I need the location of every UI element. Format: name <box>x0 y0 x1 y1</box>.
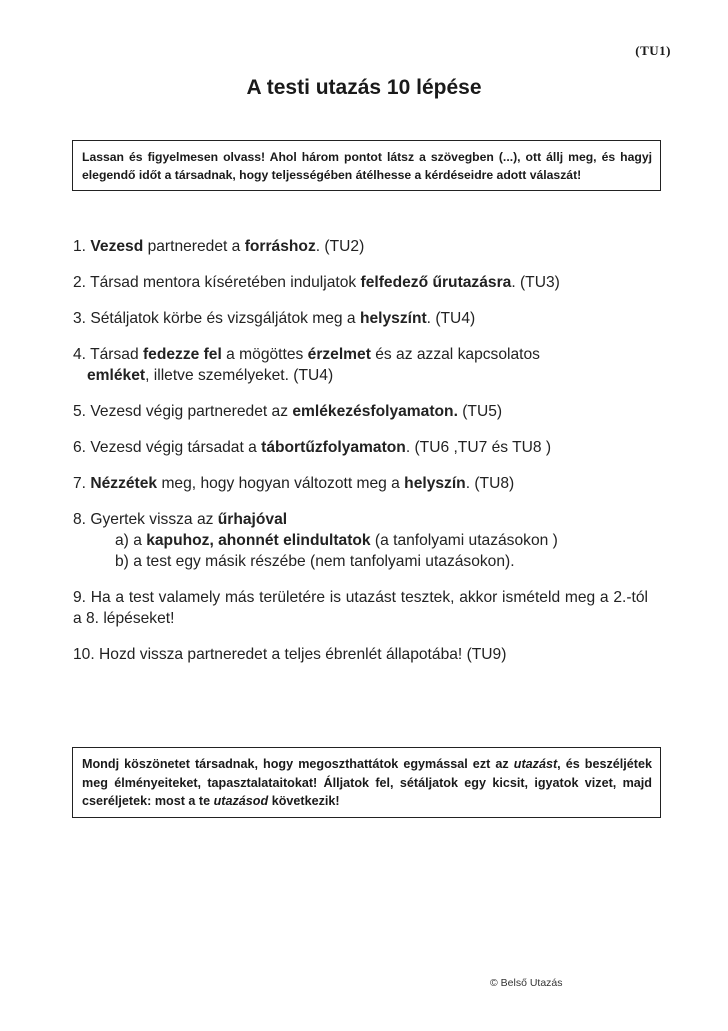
closing-notice-box <box>72 747 661 818</box>
closing-emphasis: utazásod <box>213 794 269 808</box>
step-1 <box>73 236 648 257</box>
step-text: Sétáljatok körbe és vizsgáljátok meg a <box>90 310 360 327</box>
step-text: a mögöttes <box>221 346 308 363</box>
closing-text: , és beszéljétek meg élményeiteket, tapasztalataitokat! Álljatok fel, sétáljatok egy kicsit, igyatok vizet, majd cseréljetek: most a te <box>82 757 652 808</box>
step-10 <box>73 644 648 665</box>
step-text: Társad mentora kíséretében induljatok <box>90 274 361 291</box>
step-8-option-a <box>73 530 648 551</box>
closing-text: következik! <box>268 794 340 808</box>
step-8-option-b: b) a test egy másik részébe (nem tanfolyami utazásokon). <box>115 553 515 570</box>
page-title: A testi utazás 10 lépése <box>246 76 482 99</box>
step-2 <box>73 272 648 293</box>
step-text: Vezesd végig társadat a <box>90 439 262 456</box>
step-5 <box>73 401 648 422</box>
step-emphasis: forráshoz <box>244 238 316 255</box>
step-text: . (TU4) <box>426 310 476 327</box>
steps-list <box>73 236 648 680</box>
step-number: 5. <box>73 403 87 420</box>
step-text: , illetve személyeket. (TU4) <box>145 367 334 384</box>
step-3 <box>73 308 648 329</box>
step-text: partneredet a <box>143 238 245 255</box>
step-text: Hozd vissza partneredet a teljes ébrenlét állapotába! (TU9) <box>99 646 507 663</box>
step-number: 10. <box>73 646 95 663</box>
step-8 <box>73 509 648 572</box>
step-emphasis: Nézzétek <box>90 475 158 492</box>
step-text: és az azzal kapcsolatos <box>370 346 540 363</box>
step-number: 4. <box>73 346 87 363</box>
step-number: 6. <box>73 439 87 456</box>
step-emphasis: tábortűzfolyamaton <box>261 439 406 456</box>
step-4 <box>73 344 648 386</box>
step-emphasis: Vezesd <box>90 238 144 255</box>
step-emphasis: felfedező űrutazásra <box>360 274 512 291</box>
step-emphasis: helyszínt <box>359 310 427 327</box>
step-number: 9. <box>73 589 87 606</box>
copyright-footer: © Belső Utazás <box>490 977 563 989</box>
step-number: 7. <box>73 475 87 492</box>
step-emphasis: helyszín <box>404 475 466 492</box>
step-text: . (TU6 ,TU7 és TU8 ) <box>405 439 552 456</box>
step-text: Gyertek vissza az <box>90 511 218 528</box>
step-text: a) a <box>115 532 147 549</box>
intro-notice-box <box>72 140 661 191</box>
closing-emphasis: utazást <box>513 757 558 771</box>
step-number: 8. <box>73 511 87 528</box>
step-text: . (TU8) <box>465 475 515 492</box>
step-emphasis: űrhajóval <box>217 511 288 528</box>
step-text: Vezesd végig partneredet az <box>90 403 293 420</box>
step-emphasis: emlékezésfolyamaton. <box>292 403 458 420</box>
step-text: (a tanfolyami utazásokon ) <box>370 532 558 549</box>
step-text: Ha a test valamely más területére is utazást tesztek, akkor ismételd meg a 2.-tól a 8. lépéseket! <box>73 589 648 627</box>
step-emphasis: kapuhoz, ahonnét elindultatok <box>146 532 371 549</box>
closing-text: Mondj köszönetet társadnak, hogy megoszthattátok egymással ezt az <box>82 757 514 771</box>
step-text: . (TU2) <box>315 238 365 255</box>
step-text: . (TU3) <box>511 274 560 291</box>
step-9 <box>73 587 648 629</box>
intro-notice-text: Lassan és figyelmesen olvass! Ahol három pontot látsz a szövegben (...), ott állj meg, és hagyj elegendő időt a társadnak, hogy teljességében átélhesse a kérdéseidre adott válaszát! <box>82 150 652 182</box>
step-6 <box>73 437 648 458</box>
step-emphasis: érzelmet <box>307 346 371 363</box>
step-number: 2. <box>73 274 87 291</box>
step-text: Társad <box>90 346 143 363</box>
page-code: (TU1) <box>635 43 671 58</box>
step-number: 1. <box>73 238 87 255</box>
step-emphasis: fedezze fel <box>142 346 222 363</box>
step-7 <box>73 473 648 494</box>
step-text: meg, hogy hogyan változott meg a <box>157 475 405 492</box>
step-text: (TU5) <box>457 403 503 420</box>
step-emphasis: emléket <box>87 367 146 384</box>
step-number: 3. <box>73 310 87 327</box>
